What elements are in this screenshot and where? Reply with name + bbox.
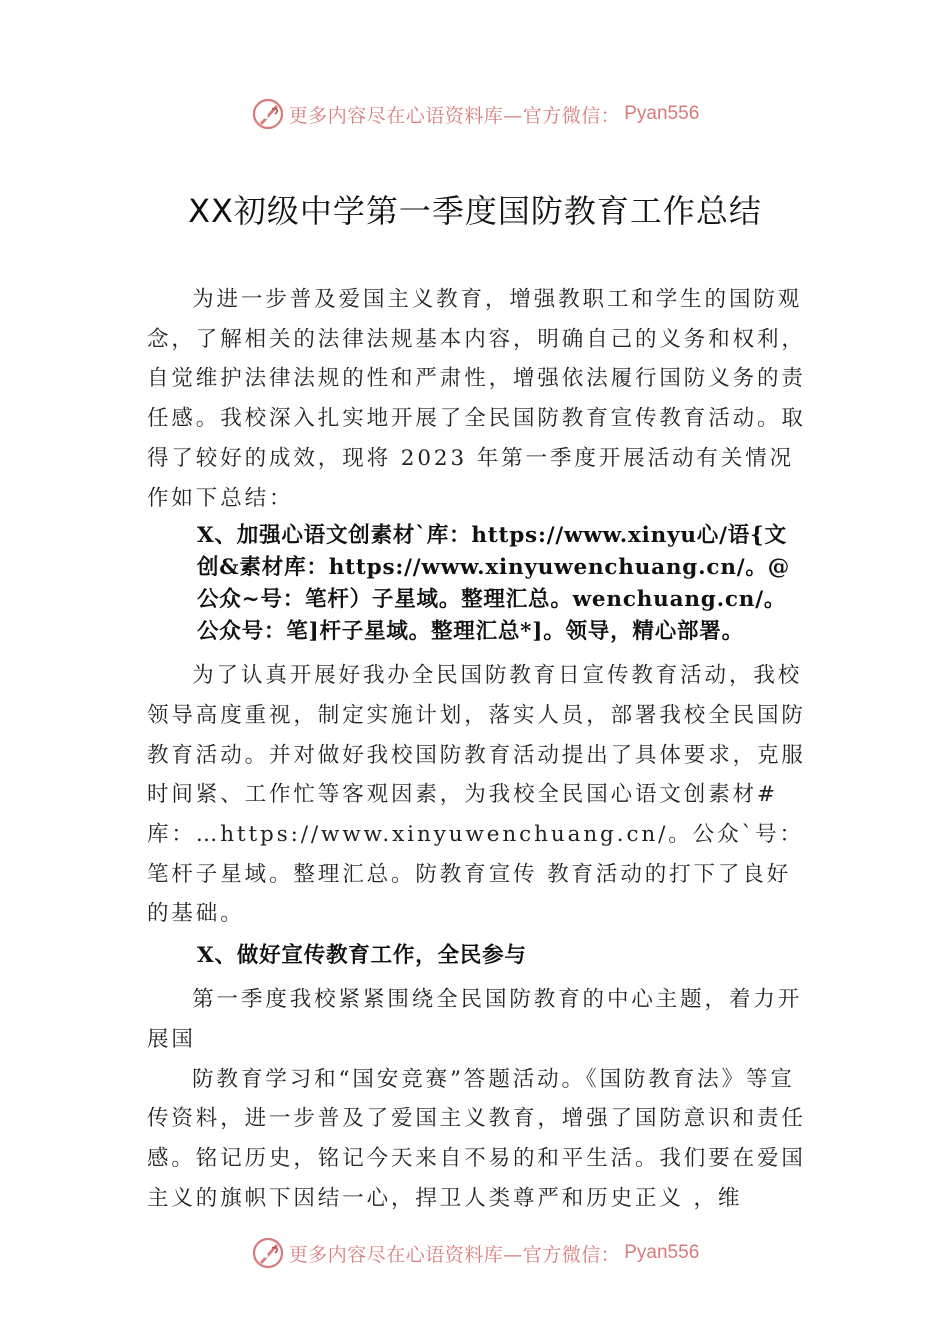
watermark-wechat-id: Pyan556	[624, 1242, 700, 1263]
paragraph-first-quarter: 第一季度我校紧紧围绕全民国防教育的中心主题，着力开展国	[147, 987, 803, 1052]
paragraph-intro: 为进一步普及爱国主义教育，增强教职工和学生的国防观念，了解相关的法律法规基本内容，明确自己的义务和权利，自觉维护法律法规的性和严肃性，增强依法履行国防义务的责任感。我校深入扎实地开展了全民国防教育宣传教育活动。取得了较好的成效，现将 2023 年第一季度开展活动有关情况作如下总结：	[147, 287, 806, 511]
document-title: XX初级中学第一季度国防教育工作总结	[188, 192, 762, 230]
quill-logo-icon	[251, 1236, 285, 1270]
footer-watermark	[0, 1233, 950, 1273]
watermark-row	[251, 1236, 700, 1270]
watermark-text: 更多内容尽在心语资料库—官方微信：	[288, 1243, 621, 1266]
header-watermark	[0, 94, 950, 134]
paragraph-leadership: 为了认真开展好我办全民国防教育日宣传教育活动，我校领导高度重视，制定实施计划，落实人员，部署我校全民国防教育活动。并对做好我校国防教育活动提出了具体要求，克服时间紧、工作忙等客观因素，为我校全民国心语文创素材#库：…https://www.xinyuwenchuang.cn/。公众`号：笔杆子星域。整理汇总。防教育宣传 教育活动的打下了良好的基础。	[147, 663, 806, 927]
document-body	[147, 280, 807, 1218]
section-heading-2: X、做好宣传教育工作，全民参与	[197, 943, 527, 969]
watermark-text: 更多内容尽在心语资料库—官方微信：	[288, 104, 621, 127]
section-heading-1: X、加强心语文创素材`库：https://www.xinyu心/语{文创&素材库：https://www.xinyuwenchuang.cn/。@公众~号：笔杆）子星域。整理汇总。wenchuang.cn/。公众号：笔]杆子星域。整理汇总*]。领导，精心部署。	[197, 523, 791, 645]
watermark-row	[251, 97, 700, 131]
paragraph-activities: 防教育学习和“国安竞赛”答题活动。《国防教育法》等宣传资料，进一步普及了爱国主义教育，增强了国防意识和责任感。铭记历史，铭记今天来自不易的和平生活。我们要在爱国主义的旗帜下因结一心，捍卫人类尊严和历史正义 ，维	[147, 1066, 806, 1211]
quill-logo-icon	[251, 97, 285, 131]
watermark-wechat-id: Pyan556	[624, 103, 700, 124]
